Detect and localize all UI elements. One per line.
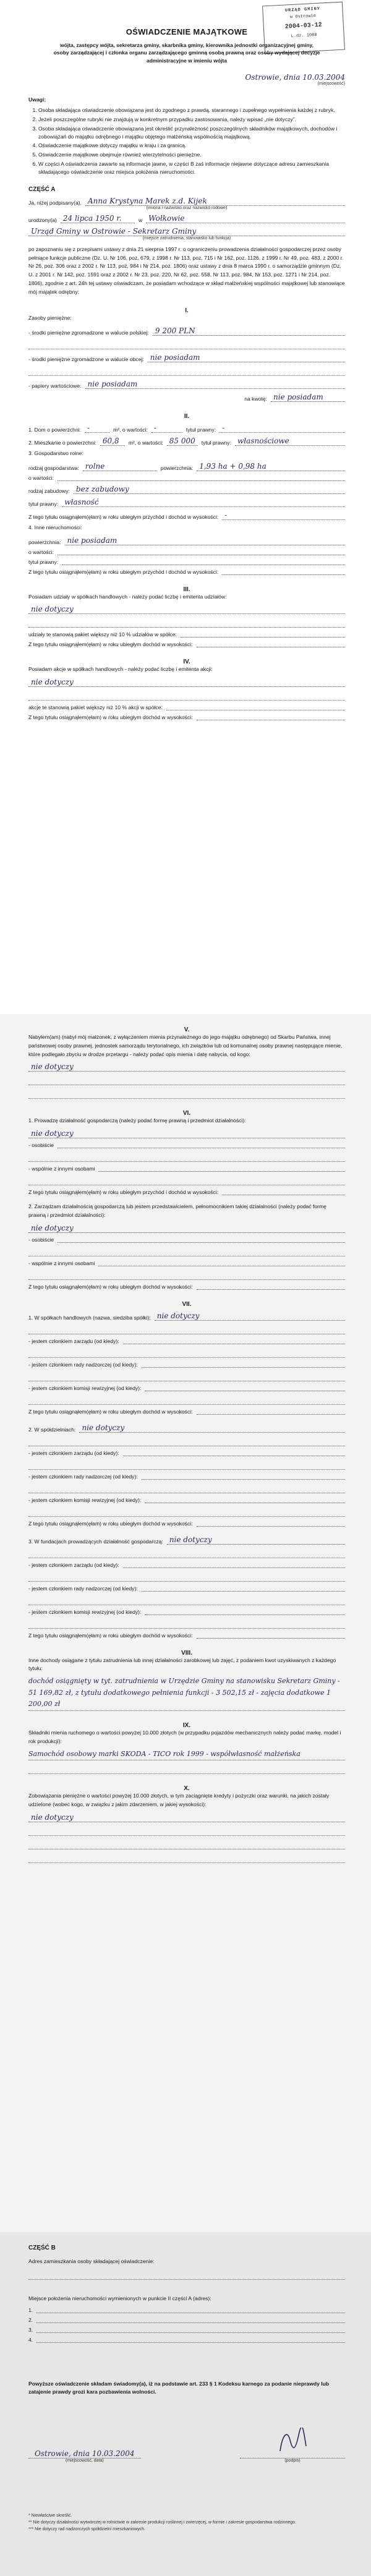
section-7-p3-komisja-label: - jestem członkiem komisji rewizyjnej (od kiedy): — [28, 1608, 142, 1615]
section-7-p2-rada-row — [28, 1474, 345, 1480]
farm-income-row — [28, 511, 345, 520]
section-6-wspolnie-label: - wspólnie z innymi osobami — [28, 1166, 95, 1172]
section-9-value: Samochód osobowy marki SKODA - TICO rok 1999 - współwłasność małżeńska — [28, 1749, 345, 1761]
employer-caption: (miejsce zatrudnienia, stanowisko lub funkcja) — [142, 236, 231, 241]
section-7-p1-income-label: Z tego tytułu osiągnąłem(ęłam) w roku ubiegłym dochód w wysokości: — [28, 1408, 193, 1415]
other-area-label: powierzchnia: — [28, 539, 61, 545]
section-7-p2-value: nie dotyczy — [79, 1423, 345, 1433]
section-7-p1-komisja-label: - jestem członkiem komisji rewizyjnej (od kiedy): — [28, 1384, 142, 1391]
section-7-p1-rada-label: - jestem członkiem rady nadzorczej (od kiedy): — [28, 1361, 138, 1368]
section-7-p1-value: nie dotyczy — [155, 1311, 345, 1321]
section-3-income-row — [28, 641, 345, 647]
section-10-value: nie dotyczy — [28, 1813, 345, 1822]
location-line — [36, 2332, 345, 2333]
section-5-text: Nabyłem(am) (nabył mój małżonek, z wyłączeniem mienia przynależnego do jego majątku odrębnego) od Skarbu Państwa, innej państwowej osoby prawnej, jednostek samorządu terytorialnego, ich związków lub od komunalnej osoby prawnej następujące mienie, które podlegało zbyciu w drodze przetargu - należy podać opis mienia i datę nabycia, od kogo: — [28, 1034, 343, 1057]
section-3-value: nie dotyczy — [28, 605, 345, 614]
section-7-p1-label: 1. W spółkach handlowych (nazwa, siedziba spółki): — [28, 1314, 151, 1321]
section-7-p3-zarzad-row — [28, 1562, 345, 1568]
farm-buildings-row — [28, 485, 345, 494]
section-4-income-label: Z tego tytułu osiągnąłem(ęłam) w roku ubiegłym dochód w wysokości: — [28, 714, 193, 721]
other-value-row — [28, 549, 345, 555]
other-area: nie posiadam — [65, 536, 345, 545]
flat-row — [28, 437, 345, 446]
ja-label: Ja, niżej podpisany(a), — [28, 199, 82, 206]
farm-kind-label: rodzaj gospodarstwa: — [28, 464, 79, 471]
other-title-label: tytuł prawny: — [28, 558, 59, 565]
section-6-osobiscie-label: - osobiście — [28, 1142, 54, 1148]
farm-value — [58, 480, 345, 481]
foreign-cash-value: nie posiadam — [148, 353, 345, 362]
cash-heading: Zasoby pieniężne: — [28, 315, 72, 322]
document — [0, 0, 371, 720]
cash-label: - środki pieniężne zgromadzone w walucie polskiej: — [28, 330, 149, 336]
farm-income: - — [222, 511, 345, 520]
section-5-value: nie dotyczy — [28, 1062, 345, 1072]
stamp-date: 2004-03-12 — [284, 22, 323, 31]
section-6-income-row — [28, 1189, 345, 1195]
section-7-p3-rada-label: - jestem członkiem rady nadzorczej (od kiedy): — [28, 1585, 138, 1592]
flat-unit: m², o wartości: — [128, 440, 163, 446]
section-7-p1-zarzad-row — [28, 1338, 345, 1344]
section-6-p2-wspolnie-row — [28, 1260, 345, 1266]
section-8-value: dochód osiągnięty w tyt. zatrudnienia w Urzędzie Gminy na stanowisku Sekretarz Gminy - 51 169,82 zł, z tytułu dodatkowego pełnienia funkcji - 3 502,15 zł - zajęcia dodatkowe 1 200,00 zł — [28, 1676, 345, 1711]
section-7-p3-rada — [142, 1591, 345, 1592]
section-6-osobiscie-row — [28, 1142, 345, 1148]
location-line — [36, 2322, 345, 2323]
blank-line — [28, 1074, 345, 1085]
document-continued — [0, 1026, 371, 1863]
blank-line — [28, 1088, 345, 1099]
section-6-p2-wspolnie-label: - wspólnie z innymi osobami — [28, 1260, 95, 1266]
blank-line — [28, 1852, 345, 1863]
location-item-row — [28, 2317, 345, 2323]
section-4-value: nie dotyczy — [28, 678, 345, 687]
notes-list — [28, 106, 345, 176]
amount-row — [28, 393, 345, 402]
location-item-row — [28, 2307, 345, 2313]
section-8-heading: VIII. — [181, 1649, 192, 1657]
blank-line — [28, 1482, 345, 1493]
blank-line — [28, 1269, 345, 1280]
location-item: 3. — [28, 2326, 33, 2333]
farm-kind-row — [28, 462, 345, 471]
blank-line — [28, 1174, 345, 1185]
section-6-p2-value-row — [28, 1224, 345, 1233]
section-7-p2-komisja-label: - jestem członkiem komisji rewizyjnej (od kiedy): — [28, 1496, 142, 1503]
part-b-heading: CZĘŚĆ B — [28, 2245, 56, 2251]
section-7-p3-row — [28, 1535, 345, 1545]
other-income — [222, 574, 345, 575]
section-9-text: Składniki mienia ruchomego o wartości powyżej 10.000 złotych (w przypadku pojazdów mechanicznych należy podać markę, model i rok produkcji): — [28, 1729, 341, 1744]
section-6-p2-osobiscie — [58, 1242, 345, 1243]
foreign-cash-row — [28, 353, 345, 362]
birth-date: 24 lipca 1950 r. — [61, 214, 135, 223]
notes-section — [28, 96, 345, 176]
flat-value: 85 000 — [167, 437, 198, 446]
farm-area-label: powierzchnia: — [160, 464, 194, 471]
statement-text: po zapoznaniu się z przepisami ustawy z dnia 21 sierpnia 1997 r. o ograniczeniu prowadzenia działalności gospodarczej przez osoby pełniące funkcje publiczne (Dz. U. Nr 106, poz. 679, z 1998 r. Nr 113, poz. 715 i Nr 162, poz. 1126, z 1999 r. Nr 49, poz. 483, z 2000 r. Nr 26, poz. 306 oraz z 2002 r. Nr 113, poz. 984 i Nr 214, poz. 1806) oraz ustawy z dnia 8 marca 1990 r. o samorządzie gminnym (Dz. U. z 2001 r. Nr 142, poz. 1591 oraz z 2002 r. Nr 23, poz. 220, Nr 62, poz. 558, Nr 113, poz. 984, Nr 153, poz. 1271 i Nr 214, poz. 1806), zgodnie z art. 24h tej ustawy oświadczam, że posiadam wchodzące w skład małżeńskiej wspólności majątkowej lub stanowiące mój majątek odrębny: — [28, 245, 345, 295]
blank-line — [28, 689, 345, 701]
blank-line — [28, 1323, 345, 1334]
footnote: ** Nie dotyczy działalności wytwórczej w rolnictwie w zakresie produkcji roślinnej i zwierzęcej, w formie i zakresie gospodarstwa rodzinnego. — [28, 2520, 297, 2525]
section-8-text: Inne dochody osiągane z tytułu zatrudnienia lub innej działalności zarobkowej lub zajęć, z podaniem kwot uzyskiwanych z każdego tytułu: — [28, 1657, 336, 1672]
farm-kind: rolne — [83, 462, 157, 471]
section-3-value-row — [28, 605, 345, 614]
note-item: 6. W części A oświadczenia zawarte są informacje jawne, w części B zaś informacje niejawne dotyczące adresu zamieszkania składającego oświadczenie oraz miejsca położenia nieruchomości. — [38, 160, 345, 176]
section-6-wspolnie — [98, 1171, 345, 1172]
section-7-p1-row — [28, 1311, 345, 1321]
place-date — [28, 73, 345, 86]
signature-place-caption: (miejscowość, data) — [65, 2459, 104, 2463]
footnote: *** Nie dotyczy rad nadzorczych spółdzielni mieszkaniowych. — [28, 2527, 146, 2532]
blank-line — [28, 1459, 345, 1470]
section-7-p3-komisja — [145, 1614, 345, 1615]
amount-label: na kwotę: — [244, 396, 267, 403]
signature-place-block — [28, 2449, 141, 2463]
section-3-income-label: Z tego tytułu osiągnąłem(ęłam) w roku ubiegłym dochód w wysokości: — [28, 641, 193, 648]
blank-line — [28, 1506, 345, 1517]
section-7-p1-rada-row — [28, 1362, 345, 1368]
note-item: 3. Osoba składająca oświadczenie obowiązana jest określić przynależność poszczególnych składników majątkowych, dochodów i zobowiązań do majątku odrębnego i majątku objętego małżeńską wspólnością majątkową. — [38, 125, 345, 141]
section-7-p1-income — [197, 1414, 345, 1415]
notes-heading: Uwagi: — [28, 96, 46, 103]
cash-row — [28, 326, 345, 336]
section-6-p2: 2. Zarządzam działalnością gospodarczą lub jestem przedstawicielem, pełnomocnikiem takiej działalności (należy podać formę prawną i przedmiot działalności): — [28, 1203, 326, 1218]
section-3-text: Posiadam udziały w spółkach handlowych - należy podać liczbę i emitenta udziałów: — [28, 593, 227, 600]
name-caption: (imiona i nazwisko oraz nazwisko rodowe) — [146, 205, 228, 210]
location-label: Miejsce położenia nieruchomości wymienionych w punkcie II części A (adres): — [28, 2295, 211, 2301]
section-7-p2-income — [197, 1526, 345, 1527]
blank-line — [28, 1151, 345, 1162]
section-7-p3-value: nie dotyczy — [167, 1535, 345, 1545]
securities-value: nie posiadam — [85, 380, 346, 389]
document-subtitle: wójta, zastępcy wójta, sekretarza gminy, skarbnika gminy, kierownika jednostki organizacyjnej gminy, osoby zarządzającej i członka organu zarządzającego gminną osobą prawną oraz osoby wydającej decyzje administracyjne w imieniu wójta — [53, 42, 320, 64]
section-7-p2-row — [28, 1423, 345, 1433]
house-title: - — [220, 424, 345, 433]
address-label: Adres zamieszkania osoby składającej oświadczenie: — [28, 2258, 155, 2264]
section-7-p3-zarzad-label: - jestem członkiem zarządu (od kiedy): — [28, 1561, 119, 1568]
blank-line — [28, 1618, 345, 1629]
blank-line — [28, 1435, 345, 1446]
signature-caption: (podpis) — [284, 2459, 301, 2463]
born-label: urodzony(a) — [28, 216, 57, 223]
section-10-heading: X. — [184, 1785, 190, 1793]
farm-title-label: tytuł prawny: — [28, 500, 59, 507]
blank-line — [28, 338, 345, 349]
place-date-value: Ostrowie, dnia 10.03.2004 — [245, 72, 345, 82]
location-item-row — [28, 2337, 345, 2343]
section-7-p3-zarzad — [123, 1567, 345, 1568]
flat-title: własnościowe — [235, 437, 345, 446]
location-line — [36, 2342, 345, 2343]
section-4-text: Posiadam akcje w spółkach handlowych - należy podać liczbę i emitenta akcji: — [28, 666, 213, 673]
section-7-p3-income-label: Z tego tytułu osiągnąłem(ęłam) w roku ubiegłym dochód w wysokości: — [28, 1632, 193, 1639]
section-7-p2-income-label: Z tego tytułu osiągnąłem(ęłam) w roku ubiegłym dochód w wysokości: — [28, 1520, 193, 1527]
section-5-value-row — [28, 1062, 345, 1072]
declarant-name: Anna Krystyna Marek z.d. Kijek — [85, 197, 345, 206]
house-title-label: tytuł prawny: — [186, 427, 216, 433]
place-caption: (miejscowość) — [317, 81, 345, 86]
blank-line — [28, 1394, 345, 1405]
note-item: 5. Oświadczenie majątkowe obejmuje również wierzytelności pieniężne. — [38, 151, 345, 159]
section-3-pct-row — [28, 631, 345, 638]
section-5-heading: V. — [184, 1026, 190, 1033]
blank-line — [28, 616, 345, 628]
securities-label: - papiery wartościowe: — [28, 383, 82, 390]
section-7-p2-zarzad-row — [28, 1450, 345, 1456]
section-3-heading: III. — [183, 586, 190, 593]
section-3-pct-label: udziały te stanowią pakiet większy niż 10 % udziałów w spółce: — [28, 631, 177, 638]
section-7-p2-label: 2. W spółdzielniach: — [28, 1426, 76, 1433]
birth-row — [28, 214, 345, 223]
securities-row — [28, 380, 345, 389]
signature-row — [28, 2428, 345, 2463]
location-item: 2. — [28, 2316, 33, 2323]
section-6-p1-value-row — [28, 1129, 345, 1138]
section-7-p1-komisja-row — [28, 1385, 345, 1391]
house-label: 1. Dom o powierzchni: — [28, 427, 82, 433]
section-10-text: Zobowiązania pieniężne o wartości powyżej 10.000 złotych, w tym zaciągnięte kredyty i pożyczki oraz warunki, na jakich zostały udzielone (wobec kogo, w związku z jakim zdarzeniem, w jakiej wysokości): — [28, 1793, 330, 1807]
flat-area: 60,8 — [100, 437, 125, 446]
handwritten-signature — [274, 2428, 311, 2455]
farm-area: 1,93 ha + 0,98 ha — [197, 462, 345, 471]
section-6-p2-osobiscie-label: - osobiście — [28, 1236, 54, 1243]
note-item: 4. Oświadczenie majątkowe dotyczy majątku w kraju i za granicą. — [38, 142, 345, 150]
house-row — [28, 424, 345, 433]
section-3-pct — [181, 637, 345, 638]
other-title-row — [28, 559, 345, 565]
employer-row — [28, 227, 345, 236]
declaration-text: Powyższe oświadczenie składam świadomy(a), iż na podstawie art. 233 § 1 Kodeksu karnego za podanie nieprawdy lub zatajenie prawdy grozi kara pozbawienia wolności. — [28, 2380, 330, 2395]
blank-line — [28, 1547, 345, 1558]
farm-value-row — [28, 475, 345, 481]
section-7-p3-income-row — [28, 1632, 345, 1639]
blank-line — [28, 365, 345, 376]
farm-value-label: o wartości: — [28, 474, 54, 481]
blank-line — [28, 1838, 345, 1849]
stamp-line-2: w Ostrowie — [289, 13, 317, 20]
section-7-p1-zarzad-label: - jestem członkiem zarządu (od kiedy): — [28, 1337, 119, 1344]
other-value-label: o wartości: — [28, 548, 54, 555]
document-part-b — [0, 2245, 371, 2533]
section-7-p3-komisja-row — [28, 1609, 345, 1615]
employer: Urząd Gminy w Ostrowie - Sekretarz Gminy — [28, 227, 345, 236]
section-1-heading: I. — [185, 307, 189, 315]
other-income-label: Z tego tytułu osiągnąłem(ęłam) w roku ubiegłym przychód i dochód w wysokości: — [28, 568, 219, 575]
section-7-p3-income — [197, 1638, 345, 1639]
flat-label: 2. Mieszkanie o powierzchni: — [28, 440, 96, 446]
blank-line — [28, 1245, 345, 1256]
section-2-heading: II. — [184, 413, 190, 420]
section-7-p2-komisja-row — [28, 1497, 345, 1503]
location-item-row — [28, 2327, 345, 2333]
section-6-p1: 1. Prowadzę działalność gospodarczą (należy podać formę prawną i przedmiot działalności): — [28, 1117, 246, 1124]
section-7-heading: VII. — [182, 1300, 192, 1308]
stamp-line-1: URZĄD GMINY — [284, 6, 321, 14]
section-6-wspolnie-row — [28, 1166, 345, 1172]
stamp-line-3: L.dz. 1088 — [291, 32, 317, 40]
section-6-income2-row — [28, 1284, 345, 1290]
signature-block — [240, 2428, 345, 2463]
other-income-row — [28, 569, 345, 575]
note-item: 1. Osoba składająca oświadczenie obowiązana jest do zgodnego z prawdą, starannego i zupełnego wypełnienia każdej z rubryk. — [38, 106, 345, 114]
section-7-p1-income-row — [28, 1409, 345, 1415]
farm-buildings: bez zabudowy — [74, 485, 345, 494]
section-7-p2-zarzad-label: - jestem członkiem zarządu (od kiedy): — [28, 1449, 119, 1456]
section-7-p2-rada — [142, 1479, 345, 1480]
birth-place: Wołkowie — [146, 214, 345, 223]
farm-income-label: Z tego tytułu osiągnąłem(ęłam) w roku ubiegłym przychód i dochód w wysokości: — [28, 513, 219, 520]
section-4-pct-row — [28, 704, 345, 710]
amount-value: nie posiadam — [271, 393, 345, 402]
section-6-p2-osobiscie-row — [28, 1237, 345, 1243]
blank-line — [28, 1825, 345, 1836]
section-7-p2-income-row — [28, 1520, 345, 1527]
blank-line — [28, 1594, 345, 1605]
section-4-income-row — [28, 714, 345, 720]
location-item: 1. — [28, 2306, 33, 2313]
blank-line — [28, 1370, 345, 1381]
farm-title-row — [28, 498, 345, 507]
section-6-p1-value: nie dotyczy — [28, 1129, 345, 1138]
declarant-name-row — [28, 197, 345, 206]
document-title: OŚWIADCZENIE MAJĄTKOWE — [126, 27, 248, 36]
house-value: - — [151, 424, 182, 433]
section-10-value-row — [28, 1813, 345, 1822]
blank-line — [28, 1347, 345, 1358]
note-item: 2. Jeżeli poszczególne rubryki nie znajdują w konkretnym przypadku zastosowania, należy wpisać „nie dotyczy”. — [38, 116, 345, 124]
signature-place-date: Ostrowie, dnia 10.03.2004 — [28, 2449, 141, 2459]
house-area: - — [85, 424, 109, 433]
footnote: * Niewłaściwe skreślić. — [28, 2514, 72, 2518]
farm-heading: 3. Gospodarstwo rolne: — [28, 450, 83, 457]
section-9-heading: IX. — [182, 1722, 191, 1729]
section-7-p3-label: 3. W fundacjach prowadzących działalność gospodarczą: — [28, 1538, 163, 1545]
section-7-p3-rada-row — [28, 1585, 345, 1592]
foreign-cash-label: - środki pieniężne zgromadzone w walucie obcej: — [28, 356, 144, 363]
section-6-income-label: Z tego tytułu osiągnąłem(ęłam) w roku ubiegłym przychód i dochód w wysokości: — [28, 1189, 219, 1195]
section-7-p2-rada-label: - jestem członkiem rady nadzorczej (od kiedy): — [28, 1473, 138, 1480]
blank-line — [28, 2269, 345, 2280]
flat-title-label: tytuł prawny: — [201, 440, 231, 446]
section-6-p2-value: nie dotyczy — [28, 1224, 345, 1233]
section-6-income2-label: Z tego tytułu osiągnąłem(ęłam) w roku ubiegłym dochód w wysokości: — [28, 1283, 193, 1290]
farm-buildings-label: rodzaj zabudowy: — [28, 487, 70, 494]
footnotes — [28, 2512, 345, 2533]
house-unit: m², o wartości: — [113, 427, 148, 433]
blank-line — [28, 1763, 345, 1774]
location-item: 4. — [28, 2336, 33, 2343]
section-6-heading: VI. — [182, 1110, 191, 1117]
section-7-p1-rada — [142, 1367, 345, 1368]
section-6-income2 — [197, 1289, 345, 1290]
born-in-label: w — [138, 216, 143, 223]
other-property-heading: 4. Inne nieruchomości: — [28, 524, 82, 531]
cash-value: 9 200 PLN — [153, 326, 345, 336]
farm-title: własność — [62, 498, 345, 507]
part-a-heading: CZĘŚĆ A — [28, 186, 56, 193]
other-area-row — [28, 536, 345, 545]
section-4-pct-label: akcje te stanowią pakiet większy niż 10 % akcji w spółce: — [28, 704, 163, 711]
section-4-value-row — [28, 678, 345, 687]
section-4-heading: IV. — [183, 659, 190, 666]
blank-line — [28, 1571, 345, 1582]
